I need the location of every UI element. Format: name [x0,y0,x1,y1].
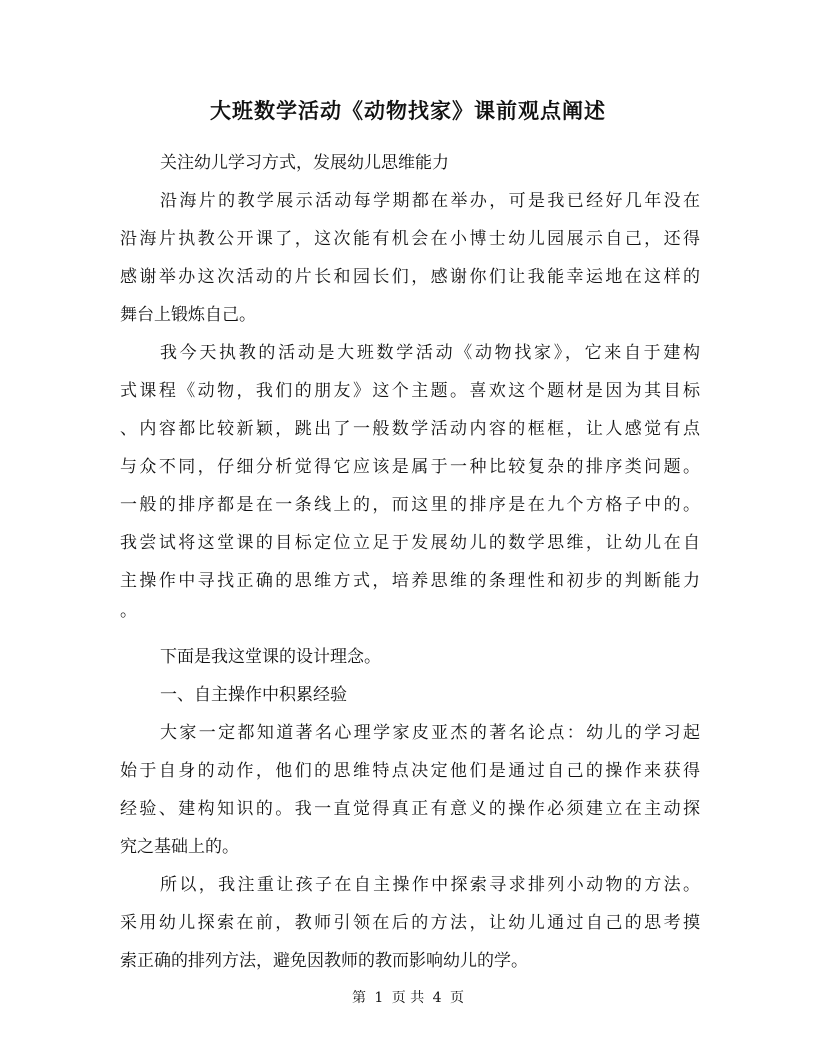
paragraph-line: 采用幼儿探索在前，教师引领在后的方法，让幼儿通过自己的思考摸 [120,913,700,933]
paragraph-line: 索正确的排列方法，避免因教师的教而影响幼儿的学。 [120,951,528,971]
page-footer [0,988,816,1008]
paragraph-line: 我今天执教的活动是大班数学活动《动物找家》，它来自于建构 [160,343,700,363]
paragraph-line: 沿海片执教公开课了，这次能有机会在小博士幼儿园展示自己，还得 [120,229,700,249]
section-heading: 关注幼儿学习方式，发展幼儿思维能力 [160,153,449,173]
paragraph-line: 下面是我这堂课的设计理念。 [160,647,381,667]
paragraph-line: 式课程《动物，我们的朋友》这个主题。喜欢这个题材是因为其目标 [120,381,700,401]
paragraph-line: 、内容都比较新颖，跳出了一般数学活动内容的框框，让人感觉有点 [120,419,700,439]
paragraph-line: 舞台上锻炼自己。 [120,305,256,325]
paragraph-line: 大家一定都知道著名心理学家皮亚杰的著名论点：幼儿的学习起 [160,723,700,743]
paragraph-line: 沿海片的教学展示活动每学期都在举办，可是我已经好几年没在 [160,191,700,211]
paragraph-line: 。 [120,601,137,621]
paragraph-line: 始于自身的动作，他们的思维特点决定他们是通过自己的操作来获得 [120,761,700,781]
footer-page-number: 1 [374,990,384,1006]
paragraph-line: 究之基础上的。 [120,837,239,857]
footer-middle: 页 共 [391,990,425,1006]
footer-suffix: 页 [450,990,465,1006]
paragraph-line: 与众不同，仔细分析觉得它应该是属于一种比较复杂的排序类问题。 [120,457,700,477]
document-title: 大班数学活动《动物找家》课前观点阐述 [210,98,606,123]
section-heading: 一、自主操作中积累经验 [160,685,347,705]
paragraph-line: 感谢举办这次活动的片长和园长们，感谢你们让我能幸运地在这样的 [120,267,700,287]
paragraph-line: 经验、建构知识的。我一直觉得真正有意义的操作必须建立在主动探 [120,799,700,819]
paragraph-line: 一般的排序都是在一条线上的，而这里的排序是在九个方格子中的。 [120,495,700,515]
paragraph-line: 我尝试将这堂课的目标定位立足于发展幼儿的数学思维，让幼儿在自 [120,533,700,553]
paragraph-line: 主操作中寻找正确的思维方式，培养思维的条理性和初步的判断能力 [120,571,700,591]
footer-total-pages: 4 [432,990,442,1006]
paragraph-line: 所以，我注重让孩子在自主操作中探索寻求排列小动物的方法。 [160,875,700,895]
footer-prefix: 第 [351,990,366,1006]
